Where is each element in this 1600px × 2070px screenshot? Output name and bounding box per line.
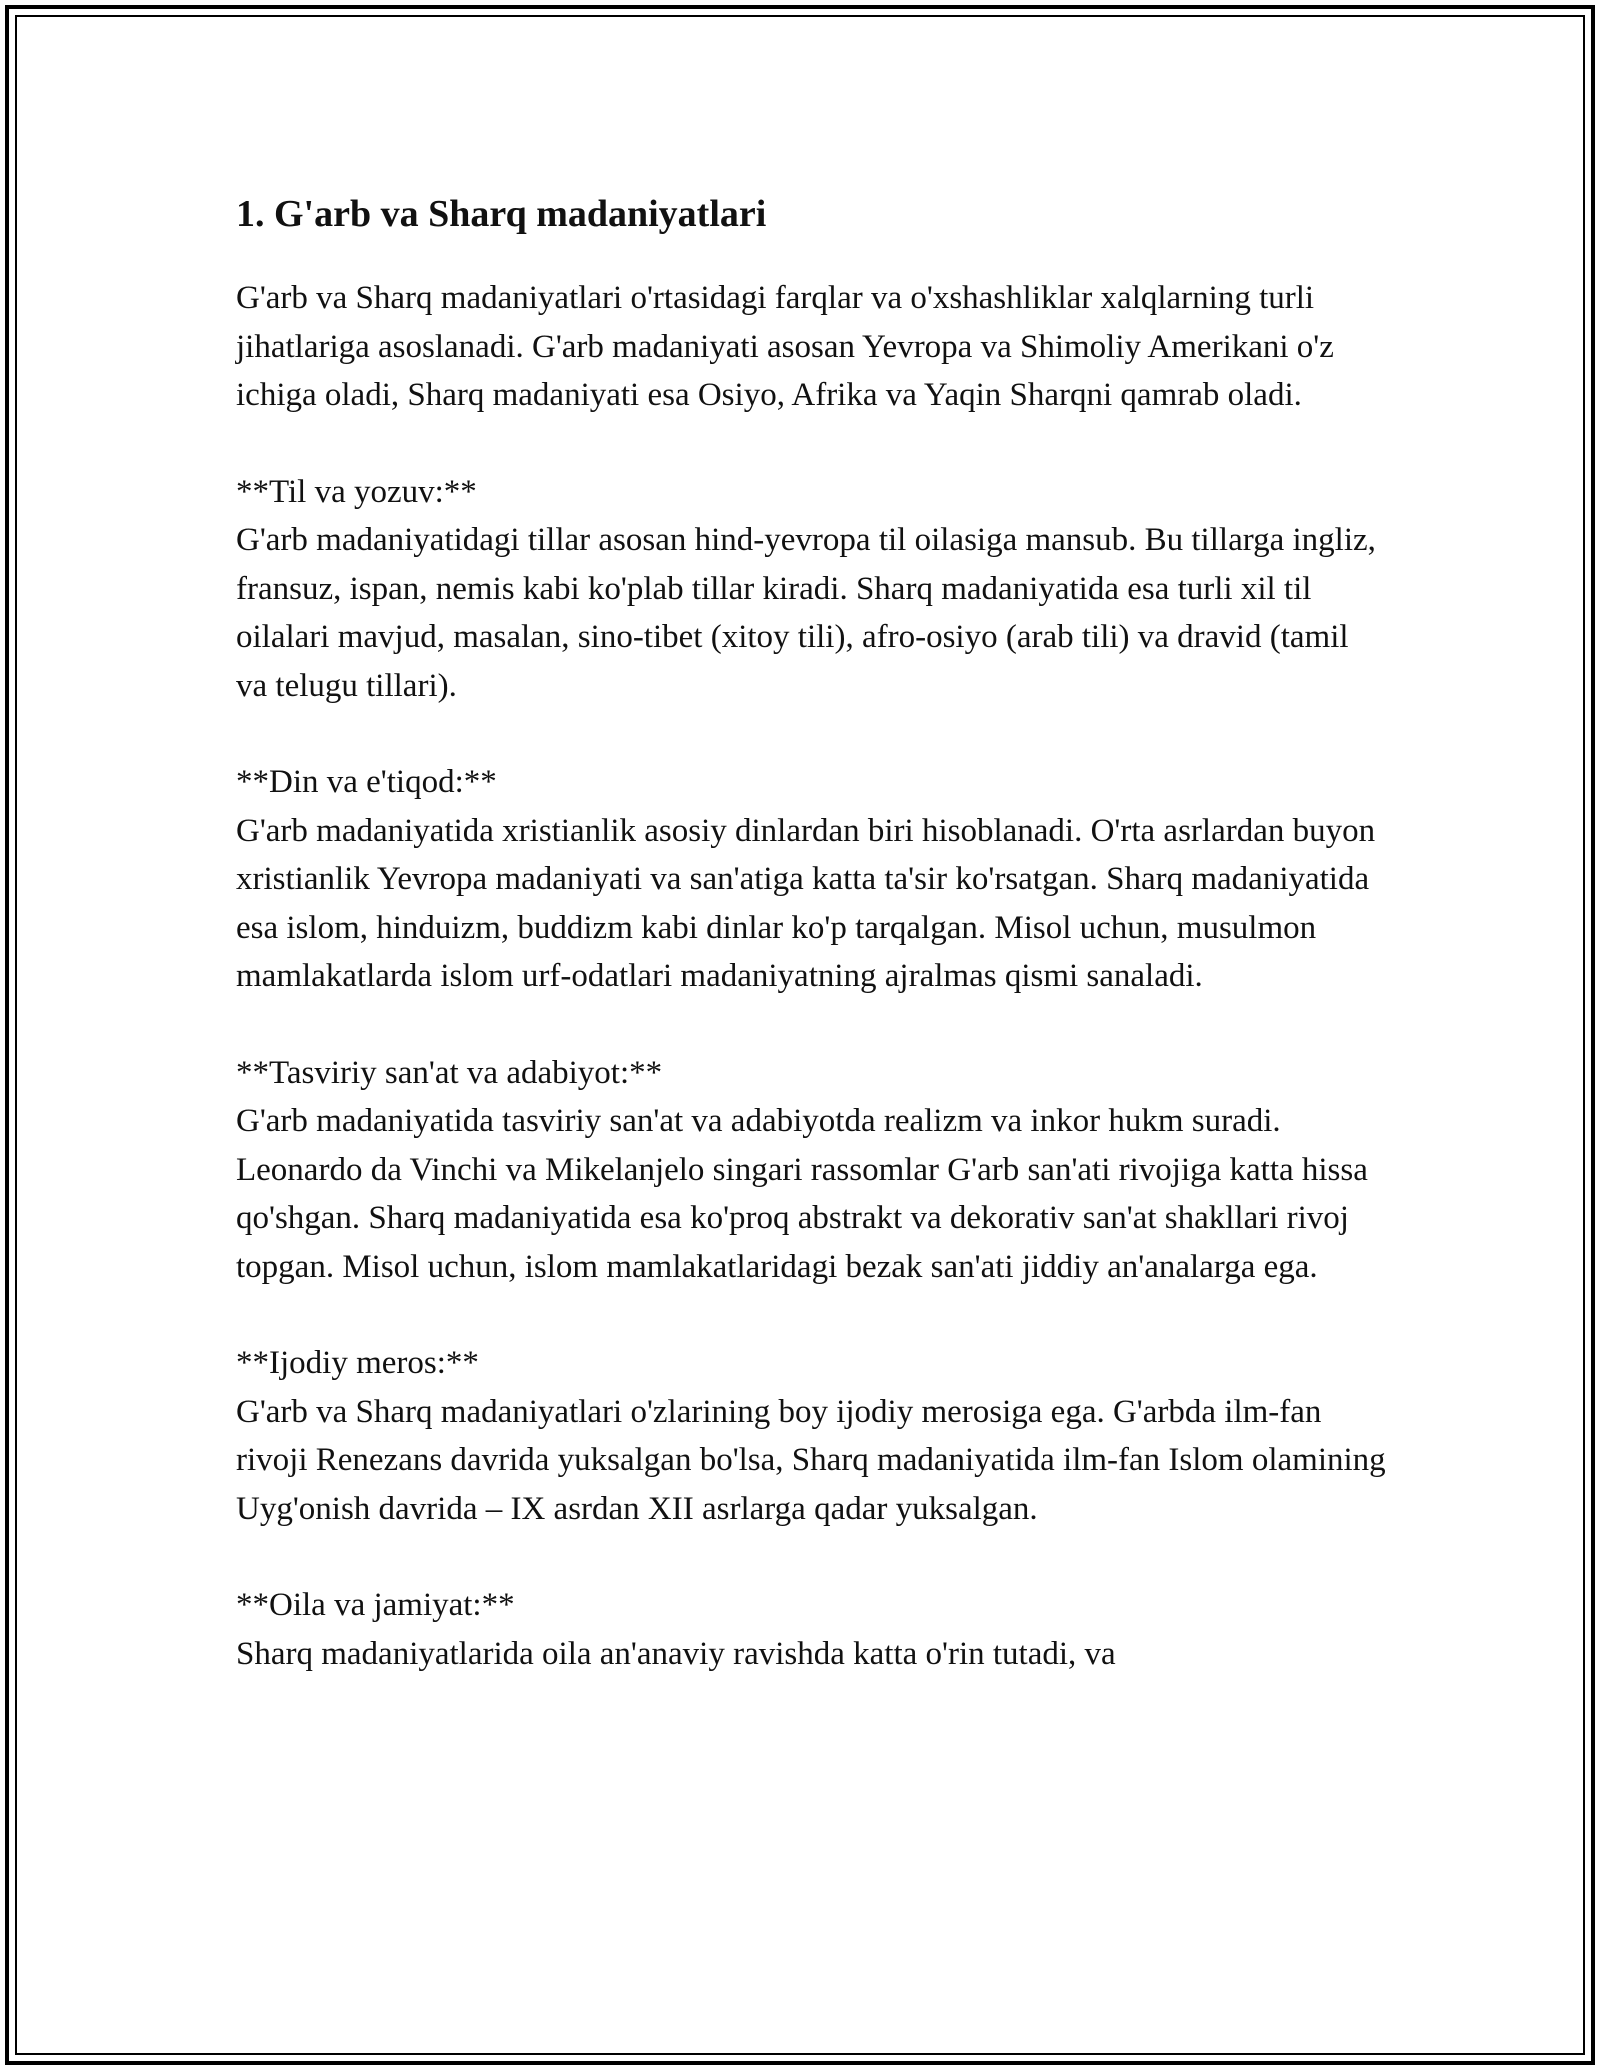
page-title: 1. G'arb va Sharq madaniyatlari xyxy=(236,193,767,235)
section-language xyxy=(236,468,1386,711)
section-religion xyxy=(236,758,1386,1001)
section-family-society xyxy=(236,1581,1386,1678)
section-heading: **Oila va jamiyat:** xyxy=(236,1587,515,1623)
section-art-literature xyxy=(236,1049,1386,1292)
section-text: G'arb va Sharq madaniyatlari o'zlarining boy ijodiy merosiga ega. G'arbda ilm-fan rivoji Renezans davrida yuksalgan bo'lsa, Sharq madaniyatida ilm-fan Islom olamining Uyg'onish davrida – IX asrdan XII asrlarga qadar yuksalgan. xyxy=(236,1393,1386,1527)
section-heading: **Tasviriy san'at va adabiyot:** xyxy=(236,1054,663,1091)
section-heading: **Ijodiy meros:** xyxy=(236,1345,479,1381)
intro-paragraph: G'arb va Sharq madaniyatlari o'rtasidagi farqlar va o'xshashliklar xalqlarning turli jihatlariga asoslanadi. G'arb madaniyati asosan Yevropa va Shimoliy Amerikani o'z ichiga oladi, Sharq madaniyati esa Osiyo, Afrika va Yaqin Sharqni qamrab oladi. xyxy=(236,280,1334,413)
section-text: Sharq madaniyatlarida oila an'anaviy ravishda katta o'rin tutadi, va xyxy=(236,1635,1116,1672)
section-text: G'arb madaniyatidagi tillar asosan hind-yevropa til oilasiga mansub. Bu tillarga ingliz, fransuz, ispan, nemis kabi ko'plab tillar kiradi. Sharq madaniyatida esa turli xil til oilalari mavjud, masalan, sino-tibet (xitoy tili), afro-osiyo (arab tili) va dravid (tamil va telugu tillari). xyxy=(236,522,1376,704)
section-heritage xyxy=(236,1339,1386,1533)
section-text: G'arb madaniyatida xristianlik asosiy dinlardan biri hisoblanadi. O'rta asrlardan buyon xristianlik Yevropa madaniyati va san'atiga katta ta'sir ko'rsatgan. Sharq madaniyatida esa islom, hinduizm, buddizm kabi dinlar ko'p tarqalgan. Misol uchun, musulmon mamlakatlarda islom urf-odatlari madaniyatning ajralmas qismi sanaladi. xyxy=(236,812,1376,994)
section-text: G'arb madaniyatida tasviriy san'at va adabiyotda realizm va inkor hukm suradi. Leonardo da Vinchi va Mikelanjelo singari rassomlar G'arb san'ati rivojiga katta hissa qo'shgan. Sharq madaniyatida esa ko'proq abstrakt va dekorativ san'at shakllari rivoj topgan. Misol uchun, islom mamlakatlaridagi bezak san'ati jiddiy an'analarga ega. xyxy=(236,1103,1368,1285)
document-body xyxy=(236,186,1386,1726)
section-heading: **Til va yozuv:** xyxy=(236,473,477,510)
section-heading: **Din va e'tiqod:** xyxy=(236,764,497,800)
